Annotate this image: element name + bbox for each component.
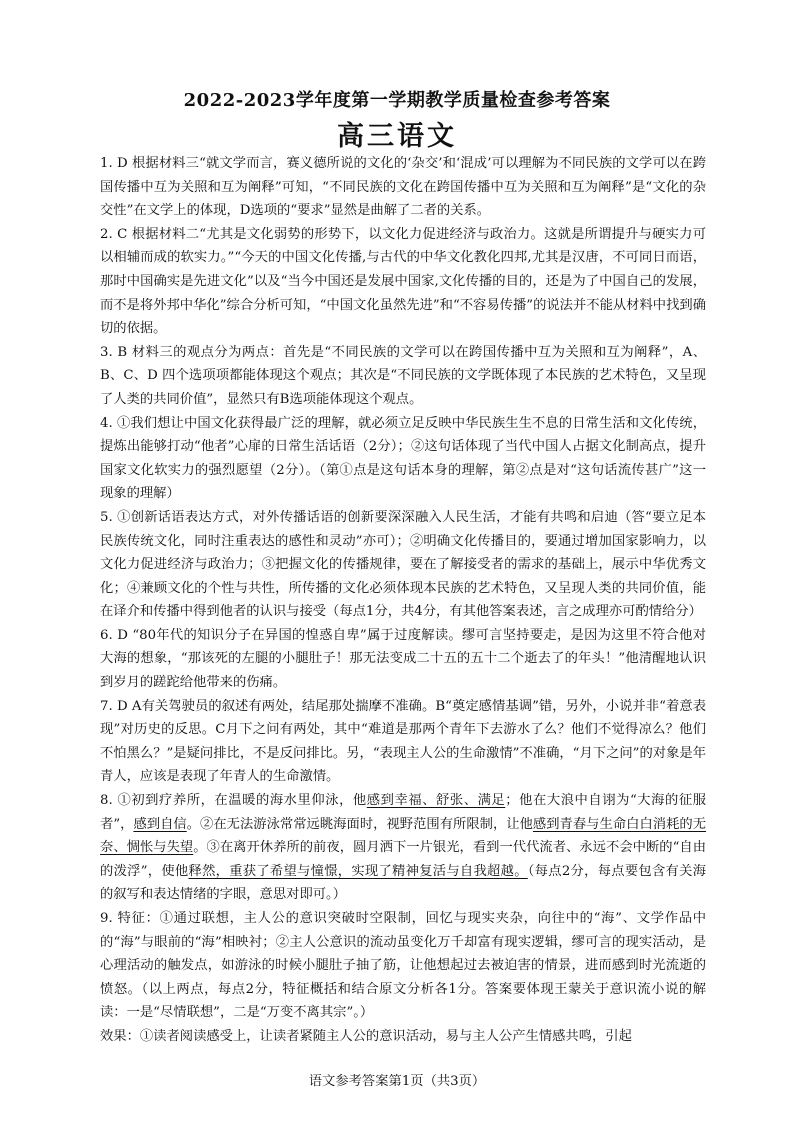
answer-content xyxy=(100,152,706,1049)
answer-5: 5. ①创新话语表达方式，对外传播话语的创新要深深融入人民生活，才能有共鸣和启迪（答“要立足本民族传统文化，同时注重表达的感性和灵动”亦可）；②明确文化传播目的，要通过增加国家影响力，以文化力促进经济与政治力；③把握文化的传播规律，要在了解接受者的需求的基础上，展示中华优秀文化；④兼顾文化的个性与共性，所传播的文化必须体现本民族的艺术特色，又呈现人类的共同价值，能在译介和传播中得到他者的认识与接受（每点1分，共4分，有其他答案表述，言之成理亦可酌情给分） xyxy=(100,509,706,620)
answer-3: 3. B 材料三的观点分为两点：首先是“不同民族的文学可以在跨国传播中互为关照和互为阐释”，A、B、C、D 四个选项项都能体现这个观点；其次是“不同民族的文学既体现了本民族的艺术特色，又呈现了人类的共同价值”，显然只有B选项能体现这个观点。 xyxy=(100,344,706,407)
answer-8-text-1: 8. ①初到疗养所，在温暖的海水里仰泳，他 xyxy=(100,793,367,809)
answer-1: 1. D 根据材料三“就文学而言，赛义德所说的文化的‘杂交’和‘混成’可以理解为不同民族的文学可以在跨国传播中互为关照和互为阐释”可知，“不同民族的文化在跨国传播中互为关照和互为阐释”是“文化的杂交性”在文学上的体现，D选项的“要求”显然是曲解了二者的关系。 xyxy=(100,156,706,219)
document-title: 2022-2023学年度第一学期教学质量检查参考答案 xyxy=(183,90,611,111)
answer-8-text-5: （每点2分，每点要包含有关海的叙写和表达情绪的字眼，意思对即可。） xyxy=(100,863,706,903)
answer-8-underline-3: 感到青春与生命白白消耗的无奈、惆怅与失望 xyxy=(100,816,707,856)
answer-2: 2. C 根据材料二“尤其是文化弱势的形势下，以文化力促进经济与政治力。这就是所谓提升与硬实力可以相辅而成的软实力。”“今天的中国文化传播,与古代的中华文化教化四邦,尤其是汉唐，不可同日而语，那时中国确实是先进文化”以及“当今中国还是发展中国家,文化传播的目的，还是为了中国自己的发展，而不是将外邦中华化”综合分析可知，“中国文化虽然先进”和“不容易传播”的说法并不能从材料中找到确切的依据。 xyxy=(100,226,706,337)
answer-8-text-2: ；他在大浪中自诩为“大海的征服者”， xyxy=(100,793,706,832)
answer-9-effect: 效果：①读者阅读感受上，让读者紧随主人公的意识活动，易与主人公产生情感共鸣，引起 xyxy=(100,1028,632,1044)
answer-8-text-3: 。②在无法游泳常常远眺海面时，视野范围有所限制，让他 xyxy=(186,816,533,832)
answer-7: 7. D A有关驾驶员的叙述有两处，结尾那处揣摩不准确。B“奠定感情基调”错，另外，小说并非“着意表现”对历史的反思。C月下之问有两处，其中“难道是那两个青年下去游水了么？他们不觉得凉么？他们不怕黑么？”是疑问排比，不是反问排比。另，“表现主人公的生命激情”不准确，“月下之问”的对象是年青人，应该是表现了年青人的生命激情。 xyxy=(100,698,706,785)
answer-6: 6. D “80年代的知识分子在异国的惶惑自卑”属于过度解读。缪可言坚持要走，是因为这里不符合他对大海的想象，“那该死的左腿的小腿肚子！那无法变成二十五的五十二个逝去了的年头！”他清醒地认识到岁月的蹉跎给他带来的伤痛。 xyxy=(100,627,706,691)
document-subtitle: 高三语文 xyxy=(337,121,457,152)
answer-8 xyxy=(100,789,706,907)
page-footer: 语文参考答案第1页（共3页） xyxy=(308,1074,486,1089)
answer-8-text-4: 。③在离开休养所的前夜，圆月洒下一片银光，看到一代代流者、永远不会中断的“自由的泼浮”，使他 xyxy=(100,840,707,879)
answer-8-underline-4: 释然，重获了希望与憧憬，实现了精神复活与自我超越。 xyxy=(188,863,528,879)
answer-8-underline-1: 感到幸福、舒张、满足 xyxy=(366,793,506,809)
answer-8-underline-2: 感到自信 xyxy=(133,816,187,832)
answer-9: 9. 特征：①通过联想，主人公的意识突破时空限制，回忆与现实夹杂，向往中的“海”、文学作品中的“海”与眼前的“海”相映衬；②主人公意识的流动虽变化万千却富有现实逻辑，缪可言的现实活动，是心理活动的触发点，如游泳的时候小腿肚子抽了筋，让他想起过去被迫害的情景，进而感到时光流逝的愤怒。（以上两点，每点2分，特征概括和结合原文分析各1分。答案要体现王蒙关于意识流小说的解读：一是“尽情联想”，二是“万变不离其宗”。） xyxy=(100,911,706,1021)
answer-4: 4. ①我们想让中国文化获得最广泛的理解，就必须立足反映中华民族生生不息的日常生活和文化传统，提炼出能够打动“他者”心扉的日常生活话语（2分）；②这句话体现了当代中国人占据文化制高点，提升国家文化软实力的强烈愿望（2分）。（第①点是这句话本身的理解，第②点是对“这句话流传甚广”这一现象的理解） xyxy=(100,415,706,502)
